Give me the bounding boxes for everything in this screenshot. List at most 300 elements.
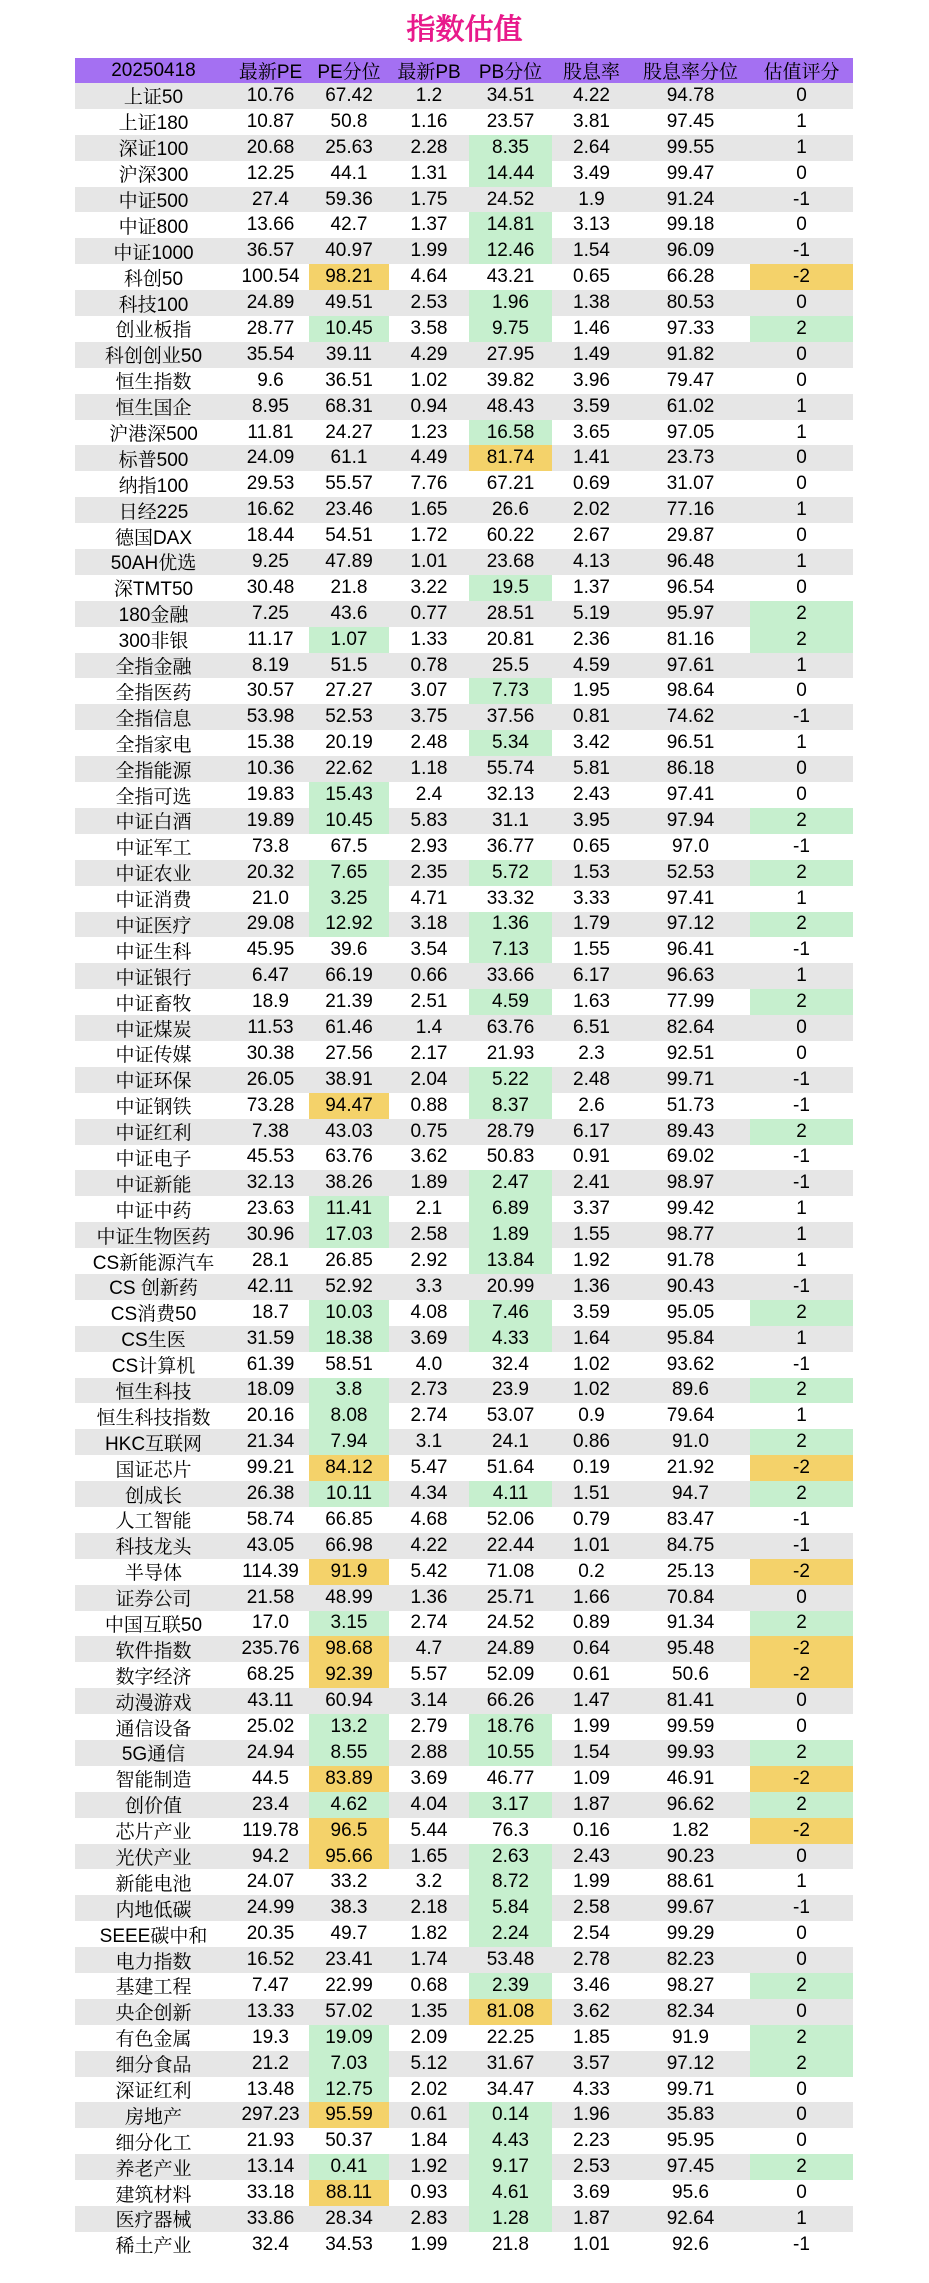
index-name: 中证红利 (115, 1123, 192, 1145)
pb-value: 4.71 (410, 887, 448, 909)
pe-percentile: 34.53 (325, 2233, 373, 2255)
index-name: 国证芯片 (115, 1459, 192, 1481)
dividend-yield: 0.69 (573, 473, 610, 495)
dividend-yield: 1.01 (573, 2233, 610, 2255)
pe-value: 29.53 (246, 473, 295, 495)
dividend-yield: 1.55 (573, 1224, 610, 1246)
pb-percentile: 14.81 (469, 212, 552, 238)
pe-percentile: 95.66 (309, 1844, 389, 1870)
index-name: 恒生科技 (115, 1381, 192, 1403)
valuation-score: -1 (793, 1146, 810, 1168)
pb-value: 1.84 (410, 2130, 448, 2152)
table-row (75, 704, 853, 730)
table-row (75, 808, 853, 834)
pe-value: 24.94 (246, 1741, 295, 1763)
dividend-yield: 5.19 (573, 602, 610, 624)
index-name: 软件指数 (115, 1640, 192, 1662)
pe-value: 30.57 (246, 680, 295, 702)
dividend-yield: 2.36 (573, 628, 610, 650)
pb-value: 0.61 (410, 2104, 448, 2126)
pe-percentile: 12.75 (309, 2077, 389, 2103)
index-name: 证券公司 (115, 1589, 192, 1611)
table-row (75, 2206, 853, 2232)
dividend-yield: 0.61 (573, 1664, 610, 1686)
dividend-yield: 3.46 (573, 1974, 610, 1996)
valuation-score: 0 (796, 162, 807, 184)
pb-value: 2.17 (410, 1042, 448, 1064)
pe-value: 23.63 (246, 1198, 295, 1220)
dividend-yield: 2.48 (573, 1068, 610, 1090)
pe-percentile: 38.3 (330, 1897, 368, 1919)
pb-percentile: 26.6 (492, 499, 529, 521)
pb-value: 1.75 (410, 188, 448, 210)
pe-value: 15.38 (246, 732, 295, 754)
index-name: 中证新能 (115, 1174, 192, 1196)
pe-value: 42.11 (247, 1275, 294, 1297)
pe-value: 24.07 (246, 1871, 295, 1893)
pb-percentile: 25.71 (486, 1586, 535, 1608)
pb-value: 2.93 (410, 835, 448, 857)
dividend-yield: 1.95 (573, 680, 610, 702)
table-row (75, 1455, 853, 1481)
table-row (75, 1688, 853, 1714)
pb-value: 1.89 (410, 1172, 448, 1194)
dividend-yield-percentile: 46.91 (666, 1767, 715, 1789)
pb-percentile: 2.47 (469, 1170, 552, 1196)
table-row (75, 1403, 853, 1429)
dividend-yield-percentile: 96.51 (666, 732, 715, 754)
pb-percentile: 32.4 (492, 1353, 529, 1375)
index-name: 半导体 (124, 1563, 182, 1585)
pe-percentile: 4.62 (309, 1792, 389, 1818)
index-name: 德国DAX (114, 527, 193, 549)
valuation-score: 1 (796, 395, 807, 417)
dividend-yield-percentile: 50.6 (672, 1664, 709, 1686)
index-name: CS 创新药 (109, 1278, 198, 1300)
dividend-yield: 1.01 (573, 1534, 610, 1556)
valuation-score: 0 (796, 758, 807, 780)
index-name: 芯片产业 (115, 1822, 192, 1844)
valuation-score: 0 (796, 447, 807, 469)
valuation-score: 1 (796, 1405, 807, 1427)
table-row (75, 1222, 853, 1248)
dividend-yield: 1.87 (573, 2207, 610, 2229)
valuation-score: 2 (750, 2154, 853, 2180)
index-name: 180金融 (118, 605, 189, 627)
header-pe: 最新PE (238, 62, 303, 83)
table-row (75, 1093, 853, 1119)
dividend-yield-percentile: 96.54 (666, 576, 715, 598)
table-row (75, 445, 853, 471)
pe-percentile: 27.27 (325, 680, 373, 702)
index-name: 50AH优选 (110, 553, 197, 575)
dividend-yield-percentile: 91.9 (672, 2026, 709, 2048)
pe-value: 8.95 (252, 395, 289, 417)
pb-value: 5.83 (410, 809, 448, 831)
index-name: 中国互联50 (104, 1615, 203, 1636)
index-name: 日经225 (118, 501, 189, 523)
dividend-yield: 2.64 (573, 136, 610, 158)
index-name: 恒生指数 (115, 372, 192, 394)
index-name: 数字经济 (115, 1666, 192, 1688)
dividend-yield: 1.09 (573, 1767, 610, 1789)
table-row (75, 1766, 853, 1792)
table-row (75, 420, 853, 446)
valuation-score: -2 (750, 1818, 853, 1844)
pb-percentile: 7.13 (469, 937, 552, 963)
pe-percentile: 50.8 (330, 110, 368, 132)
dividend-yield: 3.69 (573, 2182, 610, 2204)
pb-value: 3.14 (410, 1690, 448, 1712)
valuation-score: -2 (750, 264, 853, 290)
pe-value: 61.39 (246, 1353, 295, 1375)
index-name: 纳指100 (118, 475, 189, 497)
pb-value: 4.29 (410, 343, 448, 365)
table-row (75, 886, 853, 912)
table-row (75, 1792, 853, 1818)
valuation-score: 1 (796, 1871, 807, 1893)
pb-value: 1.99 (410, 2233, 448, 2255)
pb-percentile: 24.52 (486, 1612, 535, 1634)
index-name: 光伏产业 (115, 1848, 192, 1870)
table-row (75, 1740, 853, 1766)
table-row (75, 1714, 853, 1740)
table-row (75, 212, 853, 238)
dividend-yield: 1.96 (573, 2104, 610, 2126)
pe-value: 10.36 (246, 758, 295, 780)
pb-percentile: 31.67 (486, 2052, 535, 2074)
pe-value: 30.96 (246, 1224, 295, 1246)
page-title: 指数估值 (406, 12, 523, 46)
pe-value: 30.48 (246, 576, 295, 598)
valuation-score: 0 (796, 1949, 807, 1971)
valuation-score: 1 (796, 421, 807, 443)
pe-percentile: 51.5 (330, 654, 368, 676)
index-name: 稀土产业 (115, 2236, 192, 2258)
dividend-yield-percentile: 77.16 (666, 499, 715, 521)
valuation-score: 2 (750, 1300, 853, 1326)
pe-percentile: 61.46 (325, 1017, 373, 1038)
pb-percentile: 22.44 (486, 1534, 535, 1556)
pb-percentile: 9.17 (469, 2154, 552, 2180)
table-row (75, 601, 853, 627)
pe-value: 30.38 (246, 1042, 295, 1064)
index-name: 细分食品 (115, 2055, 192, 2077)
pb-value: 0.75 (410, 1120, 448, 1142)
table-row (75, 342, 853, 368)
valuation-score: -2 (750, 1455, 853, 1481)
pe-value: 44.5 (252, 1767, 289, 1789)
dividend-yield: 1.53 (573, 861, 610, 883)
pb-value: 4.64 (410, 266, 448, 288)
pb-value: 2.74 (410, 1405, 448, 1427)
table-row (75, 1196, 853, 1222)
pe-value: 18.09 (246, 1379, 295, 1401)
valuation-score: -1 (793, 706, 810, 728)
pb-value: 0.68 (410, 1974, 448, 1996)
valuation-score: 0 (796, 2078, 807, 2100)
dividend-yield: 2.3 (578, 1042, 605, 1064)
valuation-score: 0 (796, 576, 807, 598)
pb-percentile: 16.58 (469, 420, 552, 446)
valuation-score: -1 (793, 1534, 810, 1556)
dividend-yield-percentile: 91.24 (666, 188, 715, 210)
dividend-yield-percentile: 95.97 (666, 602, 715, 624)
valuation-score: -1 (793, 240, 810, 262)
pe-percentile: 10.03 (309, 1300, 389, 1326)
pb-percentile: 9.75 (469, 316, 552, 342)
pb-percentile: 21.93 (486, 1042, 535, 1064)
pb-percentile: 43.21 (486, 266, 535, 288)
pb-percentile: 2.24 (469, 1921, 552, 1947)
pb-value: 5.42 (410, 1560, 448, 1582)
pb-percentile: 7.73 (469, 678, 552, 704)
dividend-yield: 2.54 (573, 1923, 610, 1945)
pe-value: 21.93 (246, 2130, 295, 2152)
pe-value: 45.53 (246, 1146, 295, 1168)
pb-value: 3.22 (410, 576, 448, 598)
dividend-yield-percentile: 88.61 (666, 1871, 715, 1893)
pb-value: 2.09 (410, 2026, 448, 2048)
pe-percentile: 3.15 (309, 1611, 389, 1637)
valuation-score: 1 (796, 2207, 807, 2229)
pe-percentile: 25.63 (325, 136, 373, 158)
valuation-score: -2 (750, 1559, 853, 1585)
dividend-yield: 1.66 (573, 1586, 610, 1608)
pe-percentile: 7.65 (309, 860, 389, 886)
index-name: 通信设备 (115, 1718, 192, 1740)
valuation-score: 1 (796, 110, 807, 132)
index-name: 内地低碳 (115, 1899, 192, 1921)
index-name: 中证生物医药 (96, 1226, 211, 1248)
pe-percentile: 67.5 (330, 835, 368, 857)
pe-percentile: 59.36 (325, 188, 373, 210)
valuation-score: 0 (796, 1923, 807, 1945)
pe-value: 43.05 (246, 1534, 295, 1556)
valuation-score: -1 (793, 1353, 810, 1375)
dividend-yield-percentile: 91.78 (666, 1250, 715, 1272)
dividend-yield-percentile: 95.05 (666, 1301, 715, 1323)
pb-percentile: 37.56 (486, 706, 535, 728)
table-row (75, 1585, 853, 1611)
table-row (75, 523, 853, 549)
table-row (75, 1248, 853, 1274)
dividend-yield-percentile: 79.47 (666, 369, 715, 391)
valuation-score: 0 (796, 2130, 807, 2152)
index-name: CS新能源汽车 (92, 1252, 215, 1274)
dividend-yield-percentile: 97.41 (666, 783, 715, 805)
pe-percentile: 38.91 (325, 1068, 373, 1090)
valuation-score: 1 (796, 654, 807, 676)
dividend-yield: 0.65 (573, 835, 610, 857)
valuation-score: -1 (793, 1094, 810, 1116)
table-row (75, 394, 853, 420)
valuation-score: 1 (796, 887, 807, 909)
dividend-yield: 2.23 (573, 2130, 610, 2152)
dividend-yield-percentile: 91.34 (666, 1612, 715, 1634)
pb-value: 5.44 (410, 1819, 448, 1841)
dividend-yield: 3.96 (573, 369, 610, 391)
dividend-yield: 3.59 (573, 395, 610, 417)
table-row (75, 2180, 853, 2206)
dividend-yield: 0.9 (578, 1405, 605, 1427)
pe-value: 24.89 (246, 292, 295, 314)
valuation-score: 2 (750, 1792, 853, 1818)
index-name: 科技100 (118, 294, 189, 316)
pe-value: 16.52 (246, 1949, 295, 1971)
dividend-yield-percentile: 99.71 (666, 2078, 715, 2100)
pb-value: 2.18 (410, 1897, 448, 1919)
dividend-yield: 0.65 (573, 266, 610, 288)
dividend-yield: 1.47 (573, 1690, 610, 1712)
table-row (75, 730, 853, 756)
pe-percentile: 23.46 (325, 499, 373, 521)
valuation-score: 0 (796, 680, 807, 702)
dividend-yield-percentile: 99.18 (666, 214, 715, 236)
pe-value: 235.76 (241, 1638, 300, 1660)
index-name: 全指能源 (115, 760, 192, 782)
pb-percentile: 4.59 (469, 989, 552, 1015)
dividend-yield-percentile: 92.6 (672, 2233, 709, 2255)
valuation-score: 2 (750, 601, 853, 627)
pb-value: 2.73 (410, 1379, 448, 1401)
pe-percentile: 48.99 (325, 1586, 373, 1608)
pe-percentile: 61.1 (330, 447, 368, 469)
valuation-score: -1 (793, 1897, 810, 1919)
dividend-yield-percentile: 97.45 (666, 2156, 715, 2178)
index-name: 全指家电 (115, 734, 192, 756)
dividend-yield-percentile: 99.67 (666, 1897, 715, 1919)
pe-percentile: 50.37 (325, 2130, 373, 2152)
pb-percentile: 23.57 (486, 110, 535, 132)
valuation-score: -2 (750, 1662, 853, 1688)
pb-value: 3.58 (410, 317, 448, 339)
table-row (75, 1533, 853, 1559)
pb-value: 4.7 (415, 1638, 443, 1660)
dividend-yield-percentile: 89.43 (666, 1120, 715, 1142)
pb-value: 2.88 (410, 1741, 448, 1763)
index-name: CS消费50 (110, 1304, 197, 1326)
pb-value: 4.08 (410, 1301, 448, 1323)
table-row (75, 497, 853, 523)
pe-percentile: 38.26 (325, 1172, 373, 1194)
dividend-yield: 1.41 (573, 447, 610, 469)
pb-value: 1.01 (410, 550, 448, 572)
header-pb-percentile: PB分位 (478, 62, 543, 83)
pb-value: 1.02 (410, 369, 448, 391)
pe-percentile: 20.19 (325, 732, 373, 754)
dividend-yield: 4.22 (573, 84, 610, 106)
pb-percentile: 32.13 (486, 783, 535, 805)
pb-value: 5.12 (410, 2052, 448, 2074)
dividend-yield: 3.81 (573, 110, 610, 132)
valuation-score: -1 (793, 1172, 810, 1194)
dividend-yield-percentile: 96.41 (666, 939, 715, 961)
dividend-yield: 4.33 (573, 2078, 610, 2100)
index-name: 中证银行 (115, 967, 192, 989)
pb-value: 2.58 (410, 1224, 448, 1246)
pb-percentile: 12.46 (469, 238, 552, 264)
valuation-score: 2 (750, 2025, 853, 2051)
pe-percentile: 43.03 (325, 1120, 373, 1142)
index-name: 全指医药 (115, 682, 192, 704)
pe-percentile: 7.94 (309, 1429, 389, 1455)
pb-percentile: 19.5 (469, 575, 552, 601)
pb-percentile: 48.43 (486, 395, 535, 417)
pb-value: 7.76 (410, 473, 448, 495)
valuation-score: 1 (796, 550, 807, 572)
pe-value: 13.33 (246, 2000, 295, 2022)
dividend-yield-percentile: 97.33 (666, 317, 715, 339)
dividend-yield: 2.43 (573, 1845, 610, 1867)
table-row (75, 1352, 853, 1378)
pb-value: 3.18 (410, 913, 448, 935)
dividend-yield: 0.64 (573, 1638, 610, 1660)
dividend-yield-percentile: 99.71 (666, 1068, 715, 1090)
index-name: 基建工程 (115, 1977, 192, 1999)
dividend-yield-percentile: 80.53 (666, 292, 715, 314)
table-row (75, 1119, 853, 1145)
pb-percentile: 33.32 (486, 887, 535, 909)
table-row (75, 1636, 853, 1662)
dividend-yield-percentile: 82.64 (666, 1017, 715, 1038)
table-row (75, 2154, 853, 2180)
pe-value: 7.38 (252, 1120, 289, 1142)
dividend-yield: 2.02 (573, 499, 610, 521)
valuation-score: 2 (750, 1611, 853, 1637)
dividend-yield: 0.19 (573, 1457, 610, 1479)
dividend-yield-percentile: 81.41 (666, 1690, 715, 1712)
pb-value: 4.68 (410, 1508, 448, 1530)
pe-percentile: 33.2 (330, 1871, 368, 1893)
pe-percentile: 15.43 (309, 782, 389, 808)
dividend-yield: 6.17 (573, 965, 610, 987)
pe-value: 9.6 (257, 369, 284, 391)
pe-percentile: 66.19 (325, 965, 373, 987)
dividend-yield-percentile: 74.62 (666, 706, 715, 728)
pe-percentile: 43.6 (330, 602, 368, 624)
dividend-yield-percentile: 98.97 (666, 1172, 715, 1194)
valuation-score: 0 (796, 525, 807, 547)
dividend-yield-percentile: 1.82 (672, 1819, 709, 1841)
pe-value: 25.02 (246, 1716, 295, 1738)
dividend-yield-percentile: 96.48 (666, 550, 715, 572)
valuation-score: -1 (793, 188, 810, 210)
pe-value: 53.98 (246, 706, 295, 728)
valuation-score: 0 (796, 1586, 807, 1608)
pe-value: 17.0 (252, 1612, 289, 1634)
pe-value: 16.62 (246, 499, 295, 521)
table-row (75, 963, 853, 989)
valuation-score: 2 (750, 2051, 853, 2077)
pb-percentile: 60.22 (486, 525, 535, 547)
pe-value: 27.4 (252, 188, 289, 210)
pb-percentile: 28.79 (486, 1120, 535, 1142)
dividend-yield: 1.63 (573, 991, 610, 1013)
table-row (75, 549, 853, 575)
pe-percentile: 13.2 (309, 1714, 389, 1740)
pb-value: 3.1 (415, 1431, 443, 1453)
pe-value: 7.47 (252, 1974, 289, 1996)
pe-value: 33.18 (246, 2182, 295, 2204)
index-name: 中证医疗 (115, 915, 192, 937)
valuation-score: -1 (793, 2233, 810, 2255)
pb-percentile: 4.33 (469, 1326, 552, 1352)
pb-value: 2.35 (410, 861, 448, 883)
pe-percentile: 10.11 (309, 1481, 389, 1507)
pe-value: 26.38 (246, 1483, 295, 1505)
pe-percentile: 18.38 (309, 1326, 389, 1352)
